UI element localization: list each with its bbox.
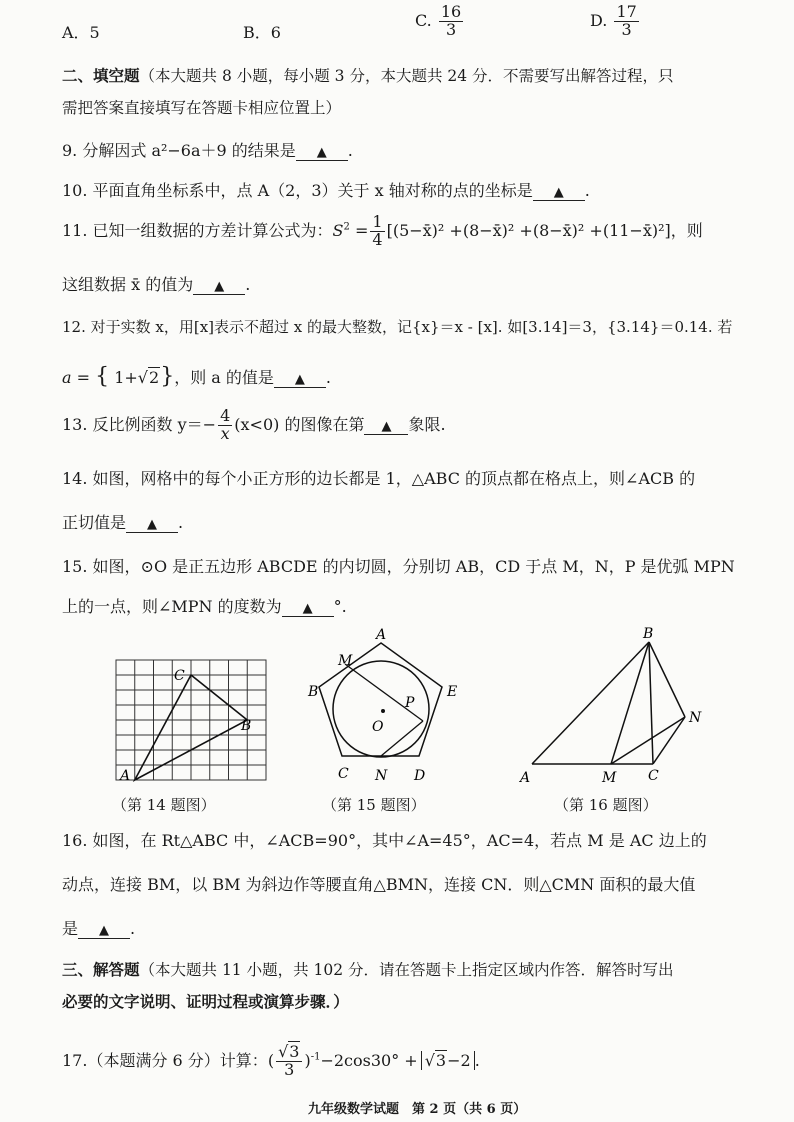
q16-line3: 是 [62, 919, 79, 938]
section3-desc1: （本大题共 11 小题，共 102 分．请在答题卡上指定区域内作答．解答时写出 [139, 961, 674, 979]
option-c [415, 4, 465, 39]
option-c-numerator: 16 [440, 2, 462, 21]
question-10: 10. 平面直角坐标系中，点 A（2，3）关于 x 轴对称的点的坐标是 ▲ . [62, 181, 590, 200]
question-9: 9. 分解因式 a²−6a＋9 的结果是 ▲ . [62, 141, 353, 160]
section2-desc2: 需把答案直接填写在答题卡相应位置上） [62, 99, 342, 117]
line-pn [381, 721, 423, 756]
label-a: A [376, 627, 387, 643]
option-d [590, 4, 641, 39]
question-12: 12. 对于实数 x，用[x]表示不超过 x 的最大整数，记{x}＝x - [x]. 如[3.14]＝3，{3.14}＝0.14. 若 [62, 318, 733, 336]
segment-bm [611, 642, 649, 764]
answer-blank: ▲ [274, 373, 326, 388]
question-16-line2: 动点，连接 BM，以 BM 为斜边作等腰直角△BMN，连接 CN．则△CMN 面积的最大值 [62, 875, 696, 894]
label-m: M [602, 770, 617, 786]
question-15: 15. 如图，⊙O 是正五边形 ABCDE 的内切圆，分别切 AB，CD 于点 M，N，P 是优弧 MPN [62, 557, 735, 576]
incircle [333, 661, 429, 757]
q13-lead: 13. 反比例函数 y＝− [62, 414, 217, 434]
center-dot [381, 709, 385, 713]
label-c: C [174, 668, 185, 684]
option-d-numerator: 17 [616, 2, 637, 21]
answer-blank: ▲ [126, 518, 178, 533]
q11-line2: 这组数据 x̄ 的值为 [62, 275, 194, 294]
label-c: C [648, 768, 659, 784]
figure-14-grid [108, 652, 270, 784]
caption-fig15: （第 15 题图） [322, 796, 426, 814]
segment-bn [649, 642, 685, 717]
label-n: N [375, 768, 388, 784]
figure-16-triangle [515, 622, 715, 787]
label-c: C [338, 766, 349, 782]
answer-blank: ▲ [364, 420, 408, 435]
section2-title: 二、填空题 [62, 66, 140, 85]
side-ab [532, 642, 649, 764]
section2-desc1: （本大题共 8 小题，每小题 3 分，本大题共 24 分．不需要写出解答过程，只 [139, 67, 674, 85]
q9-text: 9. 分解因式 a²−6a＋9 的结果是 [62, 141, 296, 160]
q13-mid: (x<0) 的图像在第 [234, 414, 365, 434]
q12-line2b: ，则 a 的值是 [174, 368, 274, 387]
section3-desc2: 必要的文字说明、证明过程或演算步骤．） [62, 992, 349, 1011]
answer-blank: ▲ [533, 186, 585, 201]
q11-lead: 11. 已知一组数据的方差计算公式为： [62, 220, 333, 240]
q10-text: 10. 平面直角坐标系中，点 A（2，3）关于 x 轴对称的点的坐标是 [62, 181, 533, 200]
figure-15-pentagon [305, 625, 475, 790]
option-d-letter: D. [590, 10, 608, 30]
side-bc [649, 642, 653, 764]
label-o: O [372, 719, 384, 735]
q13-tail: 象限. [408, 414, 446, 434]
segment-mn [611, 717, 685, 764]
question-17: 17.（本题满分 6 分）计算：( $\frac{√3}{3}$ )$^{-1}$−2cos30° + √3−2 . [62, 1042, 480, 1079]
question-14-line2: 正切值是 ▲ . [62, 513, 184, 532]
label-a: A [520, 770, 531, 786]
option-d-denominator: 3 [621, 19, 632, 39]
label-b: B [308, 684, 319, 700]
label-a: A [120, 768, 131, 784]
question-16-line3: 是 ▲ . [62, 919, 136, 938]
question-12-line2: a = { 1+√2}，则 a 的值是 ▲ . [62, 364, 331, 389]
label-b: B [643, 626, 654, 642]
section2-header [62, 64, 674, 86]
option-a: A．5 [62, 23, 100, 42]
option-c-letter: C. [415, 10, 432, 30]
question-11-line2: 这组数据 x̄ 的值为 ▲ . [62, 275, 251, 294]
question-11: 11. 已知一组数据的方差计算公式为：$S^2$ = $\frac{1}{4}$ [(5−x̄)² +(8−x̄)² +(8−x̄)² +(11−x̄)²]，则 [62, 212, 703, 249]
option-b: B．6 [243, 23, 281, 42]
answer-blank: ▲ [296, 146, 348, 161]
answer-blank: ▲ [78, 924, 130, 939]
answer-blank: ▲ [282, 602, 334, 617]
label-p: P [405, 695, 415, 711]
label-b: B [241, 718, 252, 734]
q14-line2: 正切值是 [62, 513, 127, 532]
q11-formula: [(5−x̄)² +(8−x̄)² +(8−x̄)² +(11−x̄)²]，则 [386, 220, 703, 240]
option-c-denominator: 3 [445, 19, 457, 39]
label-n: N [689, 710, 702, 726]
question-15-line2: 上的一点，则∠MPN 的度数为 ▲ °. [62, 597, 347, 616]
label-m: M [338, 653, 353, 669]
question-13: 13. 反比例函数 y＝− $\frac{4}{x}$ (x<0) 的图像在第 ▲ 象限. [62, 406, 446, 443]
q17-tail: −2cos30° + [320, 1050, 418, 1070]
question-16: 16. 如图，在 Rt△ABC 中，∠ACB=90°，其中∠A=45°，AC=4，若点 M 是 AC 边上的 [62, 831, 707, 850]
segment-cn [653, 717, 685, 764]
page-footer: 九年级数学试题 第 2 页（共 6 页） [308, 1102, 527, 1117]
section3-title: 三、解答题 [62, 960, 140, 979]
caption-fig16: （第 16 题图） [554, 796, 658, 814]
question-14: 14. 如图，网格中的每个小正方形的边长都是 1，△ABC 的顶点都在格点上，则∠ACB 的 [62, 469, 696, 488]
label-e: E [447, 684, 458, 700]
q17-lead: 17.（本题满分 6 分）计算： [62, 1050, 268, 1070]
q15-line2: 上的一点，则∠MPN 的度数为 [62, 597, 282, 616]
section3-header [62, 958, 674, 980]
caption-fig14: （第 14 题图） [112, 796, 216, 814]
answer-blank: ▲ [193, 280, 245, 295]
label-d: D [414, 768, 426, 784]
